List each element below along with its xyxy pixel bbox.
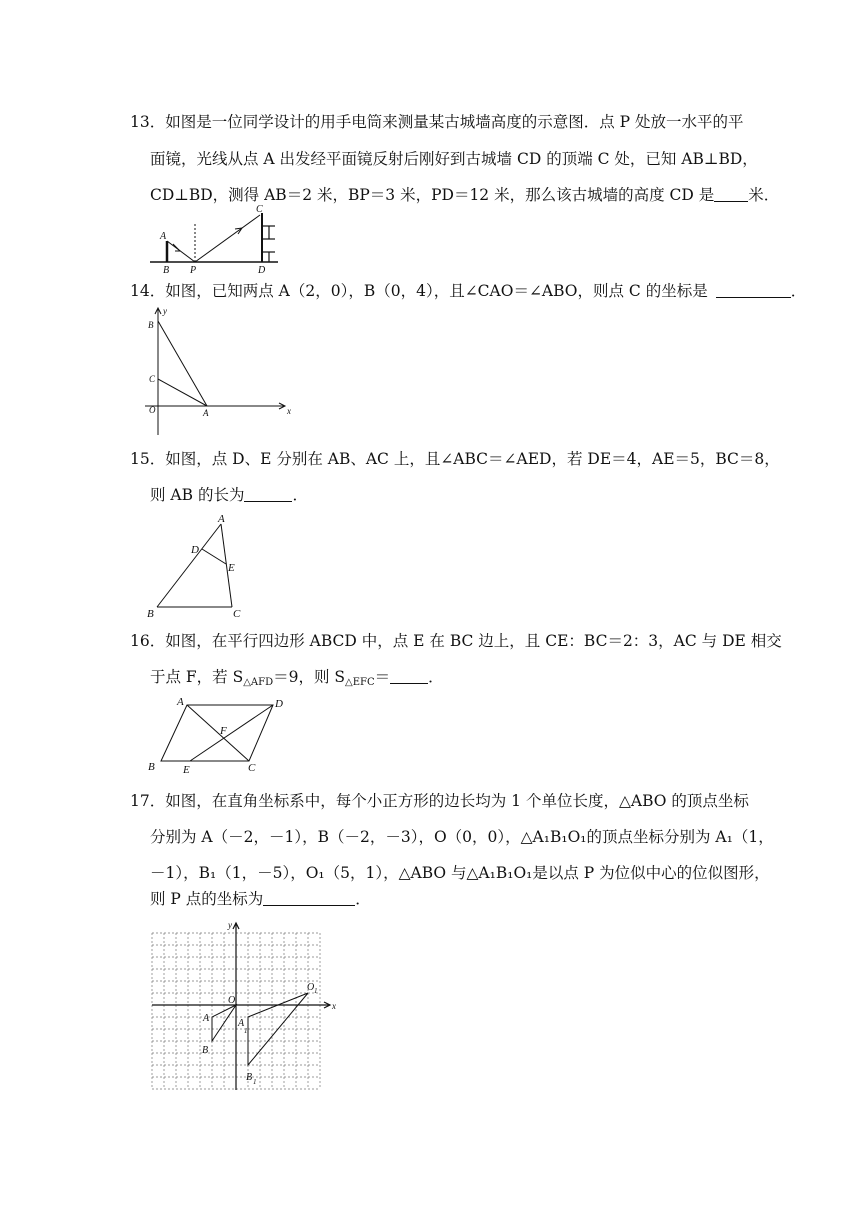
q14-text-1: 如图，已知两点 A（2，0），B（0，4），且∠CAO＝∠ABO，则点 C 的坐标是 — [165, 282, 708, 300]
q16-text-2c: ＝ — [374, 668, 391, 686]
q14-figure — [145, 305, 305, 440]
q15-number: 15． — [130, 450, 166, 468]
q17-text-4: 则 P 点的坐标为 — [150, 890, 264, 908]
q17-line-3 — [150, 863, 770, 883]
q17-text-2: 分别为 A（－2，－1），B（－2，－3），O（0，0），△A₁B₁O₁的顶点坐标分别为 A₁（1， — [150, 828, 774, 846]
q13-answer-blank[interactable] — [714, 187, 748, 202]
q15-figure — [145, 510, 255, 620]
q13-number: 13． — [130, 113, 166, 131]
q16-label-d: D — [275, 698, 283, 710]
q13-label-c: C — [256, 204, 263, 215]
q17-label-x: x — [332, 1001, 336, 1011]
q16-line-2 — [150, 667, 444, 693]
q16-text-2b: ＝9，则 S — [273, 668, 346, 686]
q13-text-3: CD⊥BD，测得 AB＝2 米，BP＝3 米，PD＝12 米，那么该古城墙的高度 CD 是 — [150, 186, 715, 204]
q16-label-e: E — [183, 764, 190, 776]
q16-line-1 — [130, 631, 782, 651]
q15-line-2 — [150, 485, 308, 505]
q15-text-2-end: ． — [292, 486, 308, 504]
q17-text-3: －1），B₁（1，－5），O₁（5，1），△ABO 与△A₁B₁O₁是以点 P 为位似中心的位似图形， — [150, 864, 770, 882]
q17-label-o: O — [228, 995, 236, 1006]
q17-figure — [150, 920, 350, 1095]
q16-label-b: B — [148, 761, 155, 773]
q15-text-1: 如图，点 D、E 分别在 AB、AC 上，且∠ABC＝∠AED，若 DE＝4，AE＝5，BC＝8， — [165, 450, 780, 468]
q16-label-c: C — [248, 762, 256, 774]
q15-answer-blank[interactable] — [244, 487, 292, 502]
q17-answer-blank[interactable] — [263, 891, 355, 906]
q13-line-3 — [150, 185, 779, 205]
q15-label-d: D — [191, 544, 199, 556]
q16-text-1: 如图，在平行四边形 ABCD 中，点 E 在 BC 边上，且 CE：BC＝2：3，AC 与 DE 相交 — [165, 632, 782, 650]
q17-label-a: A — [203, 1013, 210, 1024]
q16-sub-afd: △AFD — [243, 677, 274, 688]
q16-answer-blank[interactable] — [390, 669, 428, 684]
q14-label-b: B — [148, 320, 154, 330]
q17-line-4 — [150, 889, 371, 909]
q13-text-1: 如图是一位同学设计的用手电筒来测量某古城墙高度的示意图．点 P 处放一水平的平 — [165, 113, 744, 131]
q14-number: 14． — [130, 282, 166, 300]
q13-label-p: P — [190, 265, 197, 276]
q17-text-4-end: ． — [355, 890, 371, 908]
q17-line-1 — [130, 791, 749, 811]
q17-label-a1: A — [238, 1018, 245, 1029]
q13-text-3-end: 米． — [748, 186, 780, 204]
q15-label-a: A — [218, 513, 225, 525]
q16-text-2a: 于点 F，若 S — [150, 668, 244, 686]
q13-label-b: B — [163, 265, 170, 276]
q17-label-b1-sub: 1 — [253, 1078, 257, 1086]
q15-label-b: B — [147, 608, 154, 620]
q14-label-x: x — [287, 406, 291, 416]
q14-label-o: O — [149, 405, 156, 415]
q17-line-2 — [150, 827, 774, 847]
q15-label-e: E — [228, 562, 235, 574]
q17-label-y: y — [228, 920, 232, 930]
q14-label-c: C — [149, 374, 156, 384]
q17-label-a1-sub: 1 — [244, 1027, 248, 1035]
q17-label-b1: B — [246, 1072, 253, 1083]
q13-label-d: D — [258, 265, 266, 276]
q16-label-f: F — [220, 725, 227, 737]
q14-line-1 — [130, 281, 806, 301]
q13-figure — [150, 203, 290, 275]
q15-label-c: C — [233, 608, 241, 620]
q16-text-2d: ． — [428, 668, 444, 686]
q14-answer-blank[interactable] — [716, 283, 791, 298]
q14-label-a: A — [203, 408, 209, 418]
q16-sub-efc: △EFC — [345, 677, 375, 688]
q14-label-y: y — [163, 306, 167, 316]
q13-text-2: 面镜，光线从点 A 出发经平面镜反射后刚好到古城墙 CD 的顶端 C 处，已知 AB⊥BD， — [150, 150, 758, 168]
q17-label-o1: O — [307, 982, 315, 993]
q13-line-1 — [130, 112, 744, 132]
q15-line-1 — [130, 449, 780, 469]
q17-number: 17． — [130, 792, 166, 810]
q16-number: 16． — [130, 632, 166, 650]
q14-text-1-end: ． — [790, 282, 807, 300]
q13-label-a: A — [160, 231, 167, 242]
q17-label-o1-sub: 1 — [314, 987, 318, 995]
q17-text-1: 如图，在直角坐标系中，每个小正方形的边长均为 1 个单位长度，△ABO 的顶点坐标 — [165, 792, 749, 810]
q16-figure — [145, 693, 295, 779]
q13-line-2 — [150, 149, 758, 169]
q15-text-2: 则 AB 的长为 — [150, 486, 245, 504]
q17-label-b: B — [202, 1045, 209, 1056]
q16-label-a: A — [177, 696, 184, 708]
